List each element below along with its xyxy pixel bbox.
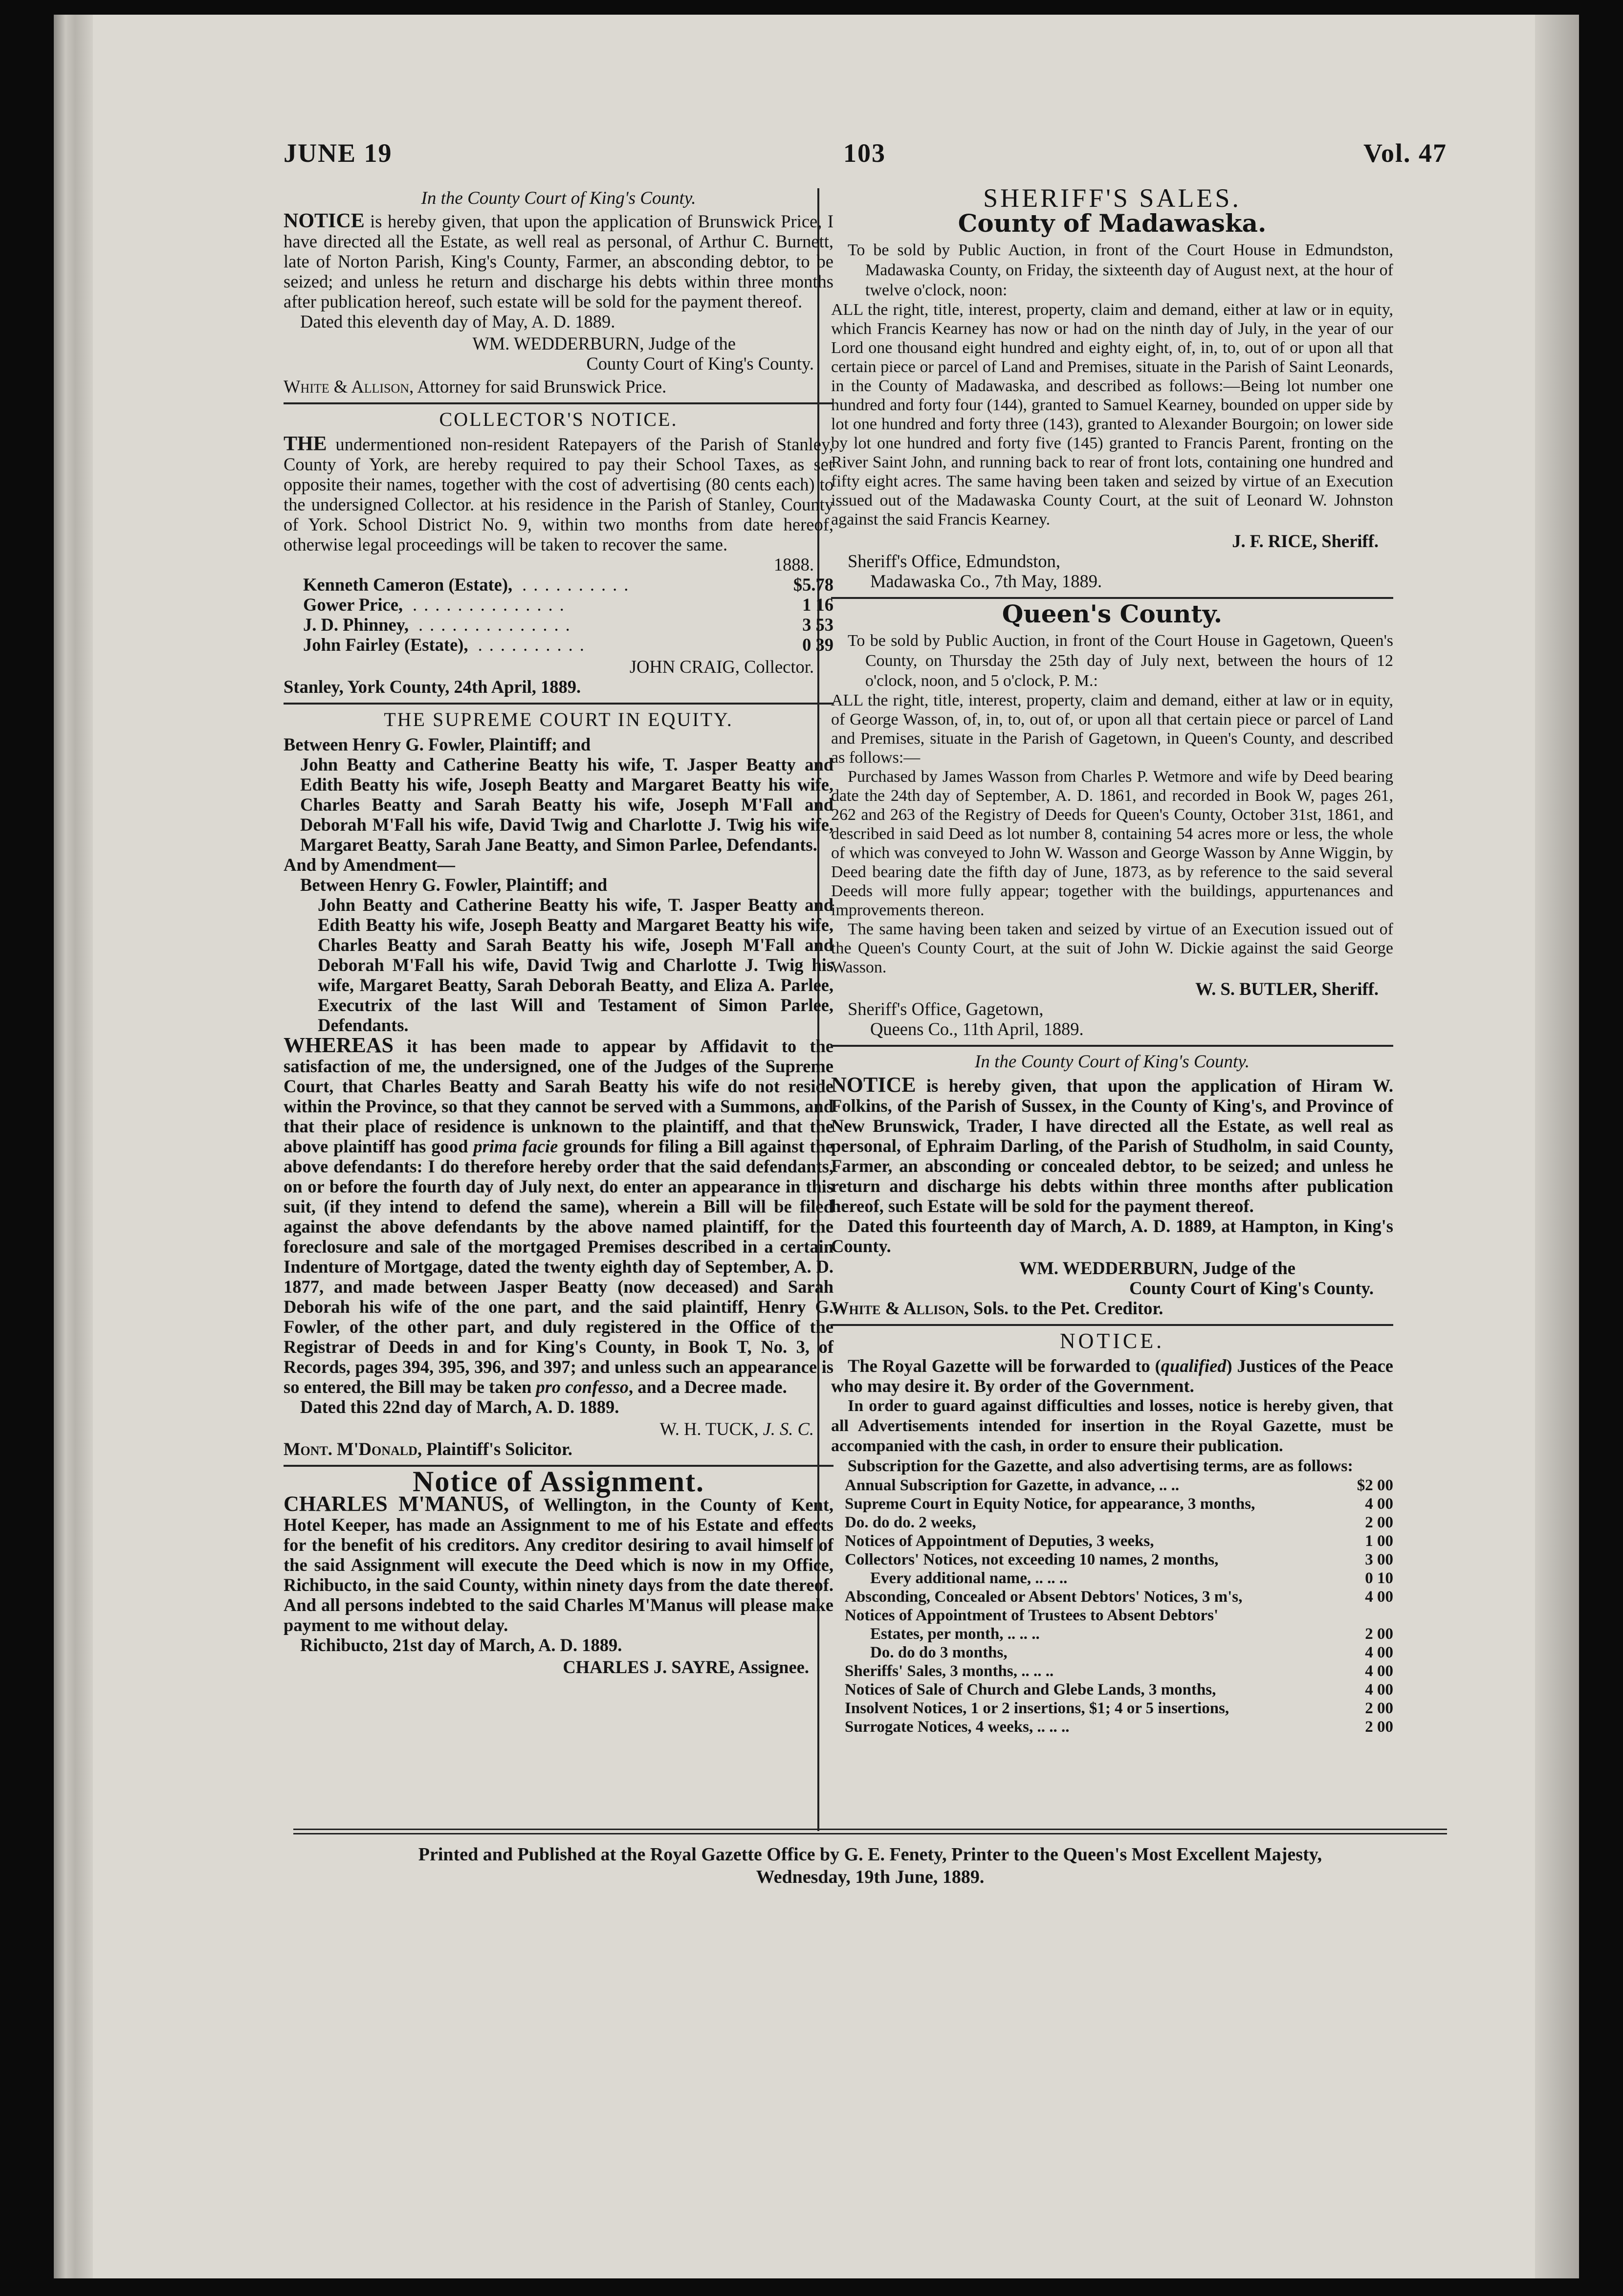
fee-label: Do. do do 3 months, [870,1644,1008,1661]
left-column [284,188,833,1677]
fee-row [831,1643,1393,1662]
notice-body: undermentioned non-resident Ratepayers of the Parish of Stanley, County of York, are hereby required to pay their School Taxes, as set opposite their names, together with the cost of advertising (80 cents each) to the undersigned Collector. at his residence in the Parish of Stanley, County of York. School District No. 9, within two months from date hereof, otherwise legal proceedings will be taken to recover the same. [284,434,833,554]
fee-row [831,1550,1393,1569]
sheriff-office-date: Queens Co., 11th April, 1889. [870,1019,1084,1039]
fee-amount: 2 00 [1365,1514,1393,1531]
fee-row [831,1718,1393,1736]
notice-heading: In the County Court of King's County. [975,1052,1250,1072]
notice-body: of Wellington, in the County of Kent, Hotel Keeper, has made an Assignment to me of his Estate and effects for the benefit of his creditors. Any creditor desiring to avail himself of the said Assignment will execute the Deed which is now in my Office, Richibucto, in the said County, within ninety days from the date thereof. And all persons indebted to the said Charles M'Manus will please make payment to me without delay. [284,1495,833,1635]
notice-heading: In the County Court of King's County. [421,188,696,208]
notice-lead: THE [284,433,327,455]
notice-text: The Royal Gazette will be forwarded to ( [848,1356,1161,1376]
ratepayer-row [284,574,833,595]
sheriff-office: Sheriff's Office, Edmundston, [848,551,1061,571]
order-text-end: , and a Decree made. [628,1377,787,1397]
gazette-notice [831,1331,1393,1736]
between-line: Between Henry G. Fowler, Plaintiff; and [300,875,608,895]
ratepayer-amount: 1 16 [802,595,833,615]
section-rule [831,1045,1393,1047]
notice-cash-terms: In order to guard against difficulties and losses, notice is hereby given, that all Advertisements intended for insertion in the Royal Gazette, must be accompanied with the cash, in order to ensure their publication. [831,1397,1393,1455]
fee-label: Insolvent Notices, 1 or 2 insertions, $1; 4 or 5 insertions, [845,1700,1229,1717]
collector-signature: JOHN CRAIG, Collector. [629,657,814,677]
solicitor-name: White & Allison, [831,1298,969,1318]
judge-title: J. S. C. [758,1419,814,1439]
page-footer [293,1829,1447,1888]
amendment-line: And by Amendment— [284,855,455,875]
leader-dots: .............. [418,615,577,635]
solicitor-name: Mont. M'Donald, [284,1439,422,1459]
section-rule [284,703,833,705]
fee-label: Annual Subscription for Gazette, in advance, .. .. [845,1477,1180,1494]
solicitor-line: Plaintiff's Solicitor. [422,1439,572,1459]
fee-row [831,1513,1393,1532]
fee-amount: 2 00 [1365,1718,1393,1736]
attorney-name: White & Allison, [284,376,414,397]
fee-amount: 4 00 [1365,1588,1393,1606]
footer-rule [293,1829,1447,1830]
fee-row [831,1588,1393,1606]
collectors-notice [284,409,833,697]
section-rule [831,1324,1393,1326]
fee-row [831,1680,1393,1699]
notice-text-end: ) Justices of the Peace who may desire it. By order of the Government. [831,1356,1393,1396]
ratepayer-amount: $5.78 [793,574,833,595]
county-heading: Queen's County. [1002,599,1223,628]
fee-label: Estates, per month, .. .. .. [870,1625,1040,1643]
ratepayer-name: J. D. Phinney, [303,615,409,635]
sheriff-signature: J. F. RICE, Sheriff. [1232,531,1379,551]
sale-intro: To be sold by Public Auction, in front of the Court House in Gagetown, Queen's County, on Thursday the 25th day of July next, between the hours of 12 o'clock, noon, and 5 o'clock, P. M.: [848,632,1393,690]
ratepayer-name: Kenneth Cameron (Estate), [303,574,513,595]
section-heading: THE SUPREME COURT IN EQUITY. [384,708,733,730]
sheriff-signature: W. S. BUTLER, Sheriff. [1195,979,1379,999]
sale-description-2: Purchased by James Wasson from Charles P. Wetmore and wife by Deed bearing date the 24th day of September, A. D. 1861, and recorded in Book W, pages 261, 262 and 263 of the Registry of Deeds for Queen's County, October 31st, 1861, and described in said Deed as lot number 8, containing 54 acres more or less, the whole of which was conveyed to John W. Wasson and George Wasson by Anne Wiggin, by Deed bearing date the fifth day of June, 1873, as by reference to the said several Deeds will more fully appear; together with the buildings, appurtenances and improvements thereon. [831,768,1393,919]
notice-body: is hereby given, that upon the application of Brunswick Price, I have directed all the Estate, as well real as personal, of Arthur C. Burnett, late of Norton Parish, King's County, Farmer, an absconding debtor, to be seized; and unless he return and discharge his debts within three months after publication hereof, such estate will be sold for the payment thereof. [284,211,833,311]
ratepayer-amount: 0 39 [802,635,833,655]
assignee-signature: CHARLES J. SAYRE, Assignee. [563,1657,809,1677]
fee-amount: $2 00 [1357,1477,1393,1494]
fee-label: Absconding, Concealed or Absent Debtors' Notices, 3 m's, [845,1588,1243,1606]
fee-row [831,1569,1393,1588]
section-rule [284,402,833,404]
fee-amount: 4 00 [1365,1681,1393,1699]
issue-date: JUNE 19 [284,138,393,168]
sale-intro: To be sold by Public Auction, in front of the Court House in Edmundston, Madawaska County, on Friday, the sixteenth day of August next, at the hour of twelve o'clock, noon: [848,241,1393,299]
ratepayer-row [284,595,833,615]
right-column [831,183,1393,1736]
fee-amount [1339,1606,1393,1625]
madawaska-sale [831,209,1393,591]
fee-row [831,1662,1393,1680]
sale-description: ALL the right, title, interest, property, claim and demand, either at law or in equity, which Francis Kearney has now or had on the ninth day of July, in the year of our Lord one thousand eight hundred and eighty eight, of, in, to, out of or upon all that certain piece or parcel of Land and Premises, situate in the Parish of Saint Leonards, in the County of Madawaska, and described as follows:—Being lot number one hundred and forty four (144), granted to Samuel Kearney, bounded on upper side by lot one hundred and forty three (143), granted to Alexander Bourgoin; on lower side by lot one hundred and forty five (145) granted to Francis Parent, fronting on the River Saint John, and running back to rear of front lots, containing one hundred and fifty eight acres. The same having been taken and seized by virtue of an Execution issued out of the Madawaska County Court, at the suit of Leonard W. Johnston against the said Francis Kearney. [831,301,1393,529]
page-edge-right [1535,15,1579,2278]
fee-amount: 4 00 [1365,1495,1393,1513]
judge-title: County Court of King's County. [586,353,814,374]
judge-signature: WM. WEDDERBURN, Judge of the [472,333,736,353]
notice-dated: Richibucto, 21st day of March, A. D. 1889. [300,1635,622,1655]
fee-amount: 1 00 [1365,1532,1393,1550]
imprint-date: Wednesday, 19th June, 1889. [756,1867,985,1887]
leader-dots: .............. [413,595,571,615]
fee-row [831,1495,1393,1513]
page-edge [54,15,93,2278]
assignment-notice [284,1465,833,1677]
fee-row [831,1476,1393,1495]
section-heading: NOTICE. [1059,1329,1165,1353]
between-line: Between Henry G. Fowler, Plaintiff; and [284,734,591,754]
section-rule [831,597,1393,599]
sheriff-office: Sheriff's Office, Gagetown, [848,999,1044,1019]
fee-amount: 4 00 [1365,1644,1393,1661]
fee-row [831,1625,1393,1643]
leader-dots: .......... [478,635,591,655]
fee-row [831,1699,1393,1718]
page-number: 103 [843,138,886,168]
notice-lead: NOTICE [284,210,365,232]
volume-number: Vol. 47 [1363,138,1447,168]
fee-row [831,1606,1393,1625]
county-heading: County of Madawaska. [958,209,1267,238]
judge-signature: W. H. TUCK, [659,1419,759,1439]
solicitor-line: Sols. to the Pet. Creditor. [968,1298,1163,1318]
fee-label: Collectors' Notices, not exceeding 10 names, 2 months, [845,1551,1219,1568]
collector-place-date: Stanley, York County, 24th April, 1889. [284,677,581,697]
defendants-list: John Beatty and Catherine Beatty his wife, T. Jasper Beatty and Edith Beatty his wife, Joseph Beatty and Margaret Beatty his wife, Charles Beatty and Sarah Beatty his wife, Joseph M'Fall and Deborah M'Fall his wife, David Twig and Charlotte J. Twig his wife, Margaret Beatty, Sarah Deborah Beatty, and Eliza A. Parlee, Executrix of the last Will and Testament of Simon Parlee, Defendants. [318,895,833,1035]
fee-amount: 2 00 [1365,1625,1393,1643]
imprint-line: Printed and Published at the Royal Gazette Office by G. E. Fenety, Printer to the Queen's Most Excellent Majesty, [418,1844,1322,1865]
section-heading: Notice of Assignment. [413,1465,704,1498]
notice-body: is hereby given, that upon the application of Hiram W. Folkins, of the Parish of Sussex, in the County of King's, and Province of New Brunswick, Trader, I have directed all the Estate, as well real as personal, of Ephraim Darling, of the Parish of Studholm, in said County, Farmer, an absconding or concealed debtor, to be seized; and unless he return and discharge his debts within three months after publication hereof, such Estate will be sold for the payment thereof. [831,1076,1393,1216]
ratepayer-name: Gower Price, [303,595,403,615]
fee-schedule [831,1476,1393,1736]
county-court-notice-1 [284,188,833,397]
fee-label: Do. do do. 2 weeks, [845,1514,976,1531]
county-court-notice-2 [831,1052,1393,1318]
fee-label: Surrogate Notices, 4 weeks, .. .. .. [845,1718,1070,1736]
notice-lead: WHEREAS [284,1033,394,1057]
fee-label: Notices of Appointment of Deputies, 3 weeks, [845,1532,1154,1550]
notice-italic: qualified [1161,1356,1227,1376]
sale-description: ALL the right, title, interest, property, claim and demand, either at law or in equity, of George Wasson, of, in, to, out of, or upon all that certain piece or parcel of Land and Premises, situate in the Parish of Gagetown, in Queen's County, and described as follows:— [831,691,1393,767]
page-header [284,138,1447,182]
fee-label: Sheriffs' Sales, 3 months, .. .. .. [845,1662,1054,1680]
fee-amount: 2 00 [1365,1700,1393,1717]
queens-sale [831,599,1393,1039]
judge-title: County Court of King's County. [1129,1278,1374,1298]
ratepayer-amount: 3 53 [802,615,833,635]
notice-lead: NOTICE [831,1073,916,1097]
judge-signature: WM. WEDDERBURN, Judge of the [1019,1258,1295,1278]
section-heading: COLLECTOR'S NOTICE. [439,408,678,430]
fee-label: Supreme Court in Equity Notice, for appearance, 3 months, [845,1495,1255,1513]
fee-amount: 3 00 [1365,1551,1393,1568]
notice-dated: Dated this fourteenth day of March, A. D. 1889, at Hampton, in King's County. [831,1216,1393,1256]
leader-dots: .......... [522,574,636,595]
order-dated: Dated this 22nd day of March, A. D. 1889. [300,1397,619,1417]
latin-phrase: prima facie [473,1136,558,1156]
notice-subscription-intro: Subscription for the Gazette, and also advertising terms, are as follows: [848,1457,1353,1475]
ratepayer-row [284,635,833,655]
tax-year: 1888. [773,554,814,574]
attorney-line: Attorney for said Brunswick Price. [414,376,667,397]
sheriffs-sales-heading: SHERIFF'S SALES. [983,183,1241,213]
ratepayer-name: John Fairley (Estate), [303,635,468,655]
defendants-list: John Beatty and Catherine Beatty his wife, T. Jasper Beatty and Edith Beatty his wife, Joseph Beatty and Margaret Beatty his wife, Charles Beatty and Sarah Beatty his wife, Joseph M'Fall and Deborah M'Fall his wife, David Twig and Charlotte J. Twig his wife, Margaret Beatty, Sarah Jane Beatty, and Simon Parlee, Defendants. [300,754,833,855]
notice-dated: Dated this eleventh day of May, A. D. 1889. [300,311,615,331]
fee-row [831,1532,1393,1550]
fee-label: Notices of Appointment of Trustees to Absent Debtors' [845,1607,1219,1624]
order-text: it has been made to appear by Affidavit to the satisfaction of me, the undersigned, one of the Judges of the Supreme Court, that Charles Beatty and Sarah Beatty his wife do not reside within the Province, so that they cannot be served with a Summons, and that their place of residence is unknown to the plaintiff, and that the above plaintiff has good [284,1036,833,1156]
fee-amount: 0 10 [1365,1569,1393,1587]
fee-amount: 4 00 [1365,1662,1393,1680]
fee-label: Notices of Sale of Church and Glebe Lands, 3 months, [845,1681,1216,1699]
supreme-court-notice [284,709,833,1459]
sale-description-3: The same having been taken and seized by virtue of an Execution issued out of the Queen's County Court, at the suit of John W. Dickie against the said George Wasson. [831,920,1393,976]
fee-label: Every additional name, .. .. .. [870,1569,1068,1587]
latin-phrase: pro confesso [536,1377,629,1397]
order-text-cont: grounds for filing a Bill against the above defendants: I do therefore hereby order that the said defendants, on or before the fourth day of July next, do enter an appearance in this suit, (if they intend to defend the same), wherein a Bill will be filed against the above defendants by the above named plaintiff, for the foreclosure and sale of the mortgaged Premises described in a certain Indenture of Mortgage, dated the twenty eighth day of September, A. D. 1877, and made between Jasper Beatty (now deceased) and Sarah Deborah his wife of the one part, and the said plaintiff, Henry G. Fowler, of the other part, and duly registered in the Office of the Registrar of Deeds in and for King's County, in Book T, No. 3, of Records, pages 394, 395, 396, and 397; and unless such an appearance is so entered, the Bill may be taken [284,1136,833,1397]
footer-rule [293,1833,1447,1834]
ratepayer-row [284,615,833,635]
notice-lead: CHARLES M'MANUS, [284,1492,509,1516]
sheriff-office-date: Madawaska Co., 7th May, 1889. [870,571,1102,591]
